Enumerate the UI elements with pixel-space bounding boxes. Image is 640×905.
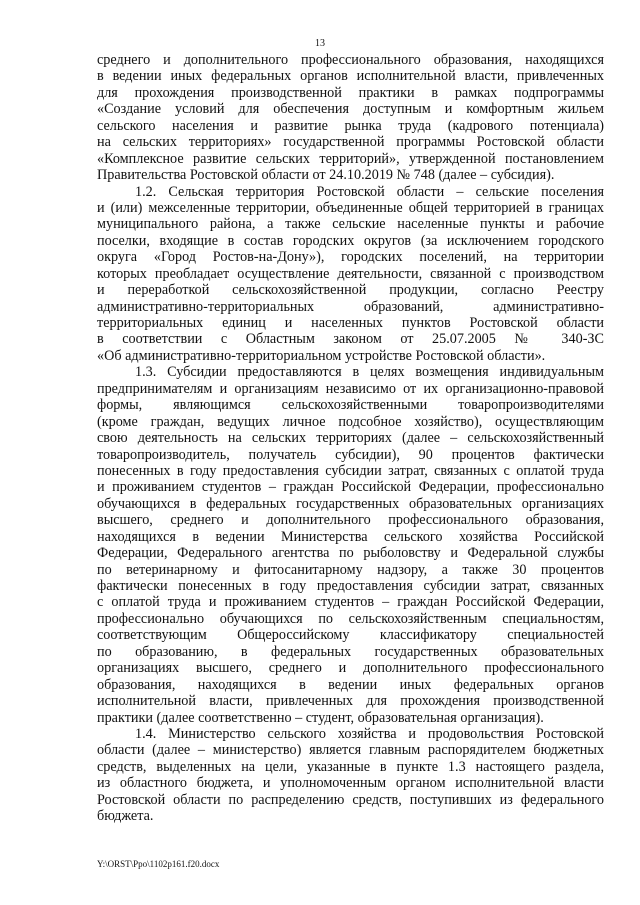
text-line: по ветеринарному и фитосанитарному надзору, а также 30 процентов (97, 561, 604, 578)
text-line: в соответствии с Областным законом от 25.07.2005 № 340-ЗС (97, 331, 604, 348)
text-line: свою деятельность на сельских территориях (далее – сельскохозяйственный (97, 430, 604, 447)
file-path-footer: Y:\ORST\Ppo\1102p161.f20.docx (97, 859, 220, 869)
text-line: понесенных в году предоставления субсидии затрат, связанных с оплатой труда (97, 462, 604, 479)
text-line: формы, являющимся сельскохозяйственными товаропроизводителями (97, 397, 604, 414)
text-line: предпринимателям и организациям независимо от их организационно-правовой (97, 380, 604, 397)
text-line: муниципального района, а также сельские населенные пункты и рабочие (97, 216, 604, 233)
text-line: соответствующим Общероссийскому классификатору специальностей (97, 627, 604, 644)
text-line: 1.4. Министерство сельского хозяйства и продовольствия Ростовской (135, 725, 604, 742)
text-line: округа «Город Ростов-на-Дону»), городских поселений, на территории (97, 249, 604, 266)
document-body (97, 52, 604, 825)
text-line: товаропроизводитель, получатель субсидии), 90 процентов фактически (97, 446, 604, 463)
text-line: которых преобладает осуществление деятельности, связанной с производством (97, 265, 604, 282)
text-line: (кроме граждан, ведущих личное подсобное хозяйство), осуществляющим (97, 413, 604, 430)
text-line: поселки, входящие в состав городских округов (за исключением городского (97, 232, 604, 249)
text-line: организациях высшего, среднего и дополнительного профессионального (97, 660, 604, 677)
text-line: средств, выделенных на цели, указанные в пункте 1.3 настоящего раздела, (97, 758, 604, 775)
text-line: из областного бюджета, и уполномоченным органом исполнительной власти (97, 775, 604, 792)
text-line: Федерации, Федерального агентства по рыболовству и Федеральной службы (97, 545, 604, 562)
text-line: бюджета. (97, 808, 154, 825)
text-line: 1.3. Субсидии предоставляются в целях возмещения индивидуальным (135, 364, 604, 381)
text-line: административно-территориальных образований, административно- (97, 298, 604, 315)
text-line: обучающихся в федеральных государственных образовательных организациях (97, 495, 604, 512)
text-line: Правительства Ростовской области от 24.10.2019 № 748 (далее – субсидия). (97, 167, 555, 184)
text-line: на сельских территориях» государственной программы Ростовской области (97, 134, 604, 151)
page-number: 13 (315, 38, 325, 49)
text-line: находящихся в ведении Министерства сельского хозяйства Российской (97, 528, 604, 545)
text-line: образования, находящихся в ведении иных федеральных органов (97, 676, 604, 693)
text-line: исполнительной власти, привлеченных для прохождения производственной (97, 693, 604, 710)
text-line: и проживанием студентов – граждан Российской Федерации, профессионально (97, 479, 604, 496)
text-line: «Создание условий для обеспечения доступным и комфортным жильем (97, 101, 604, 118)
text-line: области (далее – министерство) является главным распорядителем бюджетных (97, 742, 604, 759)
text-line: для прохождения производственной практики в рамках подпрограммы (97, 84, 604, 101)
text-line: среднего и дополнительного профессионального образования, находящихся (97, 52, 604, 68)
text-line: и переработкой сельскохозяйственной продукции, согласно Реестру (97, 282, 604, 299)
text-line: «Комплексное развитие сельских территорий», утвержденной постановлением (97, 150, 604, 167)
text-line: территориальных единиц и населенных пунктов Ростовской области (97, 315, 604, 331)
text-line: профессионально обучающихся по сельскохозяйственным специальностям, (97, 610, 604, 627)
text-line: «Об административно-территориальном устройстве Ростовской области». (97, 347, 546, 364)
text-line: в ведении иных федеральных органов исполнительной власти, привлеченных (97, 68, 604, 85)
text-line: сельского населения и развитие рынка труда (кадрового потенциала) (97, 117, 604, 134)
text-line: фактически понесенных в году предоставления субсидии затрат, связанных (97, 578, 604, 594)
text-line: Ростовской области по распределению средств, поступивших из федерального (97, 791, 604, 808)
text-line: с оплатой труда и проживанием студентов – граждан Российской Федерации, (97, 594, 604, 611)
text-line: высшего, среднего и дополнительного профессионального образования, (97, 512, 604, 529)
text-line: и (или) межселенные территории, объединенные общей территорией в границах (97, 199, 604, 216)
text-line: 1.2. Сельская территория Ростовской области – сельские поселения (135, 183, 604, 200)
text-line: по образованию, в федеральных государственных образовательных (97, 643, 604, 660)
text-line: практики (далее соответственно – студент, образовательная организация). (97, 709, 544, 726)
